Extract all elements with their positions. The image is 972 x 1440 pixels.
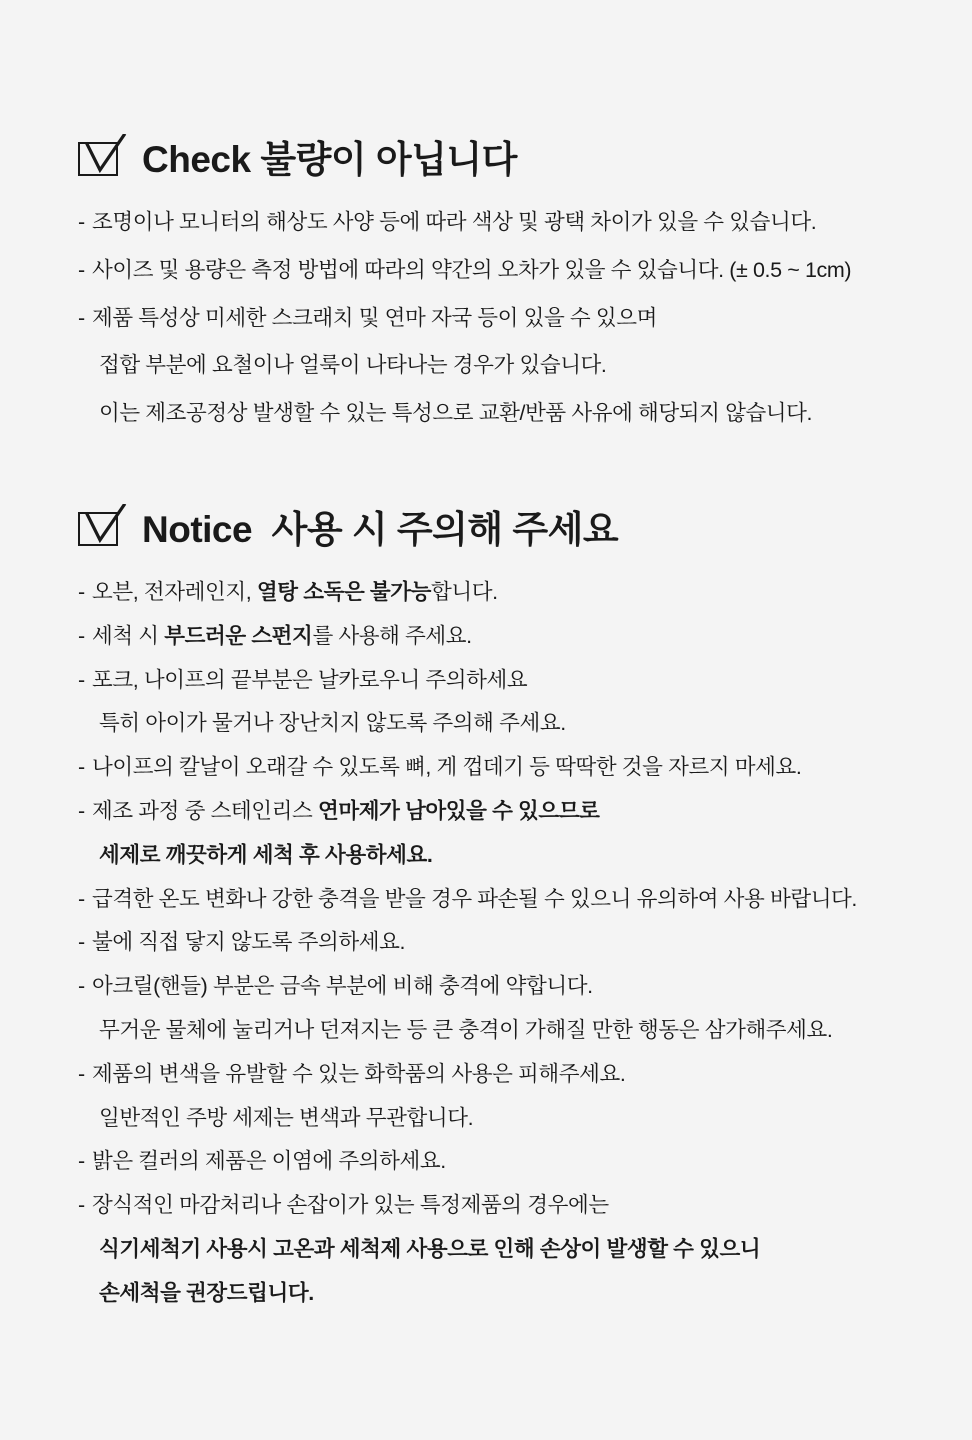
notice-text: 장식적인 마감처리나 손잡이가 있는 특정제품의 경우에는 <box>92 1193 609 1218</box>
notice-text: 제품 특성상 미세한 스크래치 및 연마 자국 등이 있을 수 있으며 <box>92 305 657 330</box>
notice-line <box>78 1235 894 1264</box>
section-check-title: Check 불량이 아닙니다 <box>142 138 517 180</box>
notice-text: 제품의 변색을 유발할 수 있는 화학품의 사용은 피해주세요. <box>92 1061 626 1086</box>
section-check-header <box>78 138 894 182</box>
notice-line <box>78 666 894 695</box>
notice-line <box>78 1016 894 1045</box>
notice-text-emphasis: 손세척을 권장드립니다. <box>99 1280 314 1305</box>
bullet-dash: - <box>78 1149 85 1174</box>
bullet-dash: - <box>78 580 85 604</box>
checkbox-check-icon <box>78 508 124 552</box>
notice-line <box>78 256 894 285</box>
notice-text: 오븐, 전자레인지, <box>92 580 257 604</box>
notice-line <box>78 1279 894 1308</box>
bullet-dash: - <box>78 623 85 648</box>
notice-line <box>78 797 894 826</box>
notice-line <box>78 1191 894 1220</box>
notice-line <box>78 208 894 237</box>
notice-line <box>78 622 894 651</box>
notice-text: 조명이나 모니터의 해상도 사양 등에 따라 색상 및 광택 차이가 있을 수 있습니다. <box>92 210 817 234</box>
bullet-dash: - <box>78 1193 85 1218</box>
bullet-dash: - <box>78 305 85 330</box>
bullet-dash: - <box>78 974 85 999</box>
bullet-dash: - <box>78 798 85 823</box>
notice-line <box>78 709 894 738</box>
notice-line <box>78 399 894 428</box>
notice-text: 급격한 온도 변화나 강한 충격을 받을 경우 파손될 수 있으니 유의하여 사용 바랍니다. <box>92 886 858 911</box>
notice-line <box>78 304 894 333</box>
section-check-lines <box>78 208 894 428</box>
notice-line <box>78 578 894 607</box>
notice-text: 를 사용해 주세요. <box>312 623 472 648</box>
notice-line <box>78 1147 894 1176</box>
notice-text: 제조 과정 중 스테인리스 <box>92 798 318 823</box>
notice-text: 나이프의 칼날이 오래갈 수 있도록 뼈, 게 껍데기 등 딱딱한 것을 자르지 마세요. <box>92 755 802 780</box>
notice-line <box>78 841 894 870</box>
bullet-dash: - <box>78 930 85 955</box>
notice-line <box>78 1104 894 1133</box>
bullet-dash: - <box>78 210 85 234</box>
notice-line <box>78 972 894 1001</box>
notice-text-emphasis: 세제로 깨끗하게 세척 후 사용하세요. <box>99 842 433 867</box>
notice-line <box>78 351 894 380</box>
notice-text-emphasis: 열탕 소독은 불가능 <box>256 580 431 604</box>
notice-text: 합니다. <box>431 580 498 604</box>
checkbox-check-icon <box>78 138 124 182</box>
section-notice-title: Notice 사용 시 주의해 주세요 <box>142 508 619 550</box>
bullet-dash: - <box>78 886 85 911</box>
notice-text: 포크, 나이프의 끝부분은 날카로우니 주의하세요 <box>92 667 528 692</box>
section-notice-header <box>78 508 894 552</box>
bullet-dash: - <box>78 755 85 780</box>
notice-line <box>78 753 894 782</box>
notice-line <box>78 928 894 957</box>
section-check <box>78 138 894 447</box>
bullet-dash: - <box>78 1061 85 1086</box>
notice-text: 아크릴(핸들) 부분은 금속 부분에 비해 충격에 약합니다. <box>92 974 593 999</box>
bullet-dash: - <box>78 257 85 282</box>
notice-text-emphasis: 연마제가 남아있을 수 있으므로 <box>318 798 600 823</box>
notice-text-emphasis: 부드러운 스펀지 <box>164 623 313 648</box>
bullet-dash: - <box>78 667 85 692</box>
notice-text: 세척 시 <box>92 623 165 648</box>
notice-text: 사이즈 및 용량은 측정 방법에 따라의 약간의 오차가 있을 수 있습니다. (± 0.5 ~ 1cm) <box>92 257 852 282</box>
notice-line <box>78 1060 894 1089</box>
notice-text-emphasis: 식기세척기 사용시 고온과 세척제 사용으로 인해 손상이 발생할 수 있으니 <box>99 1236 761 1261</box>
notice-text: 일반적인 주방 세제는 변색과 무관합니다. <box>99 1105 474 1130</box>
notice-text: 무거운 물체에 눌리거나 던져지는 등 큰 충격이 가해질 만한 행동은 삼가해주세요. <box>99 1017 833 1042</box>
notice-text: 이는 제조공정상 발생할 수 있는 특성으로 교환/반품 사유에 해당되지 않습니다. <box>99 401 813 426</box>
notice-text: 접합 부분에 요철이나 얼룩이 나타나는 경우가 있습니다. <box>99 353 607 378</box>
notice-line <box>78 885 894 914</box>
notice-text: 특히 아이가 물거나 장난치지 않도록 주의해 주세요. <box>99 711 566 736</box>
section-notice-lines <box>78 578 894 1308</box>
notice-text: 불에 직접 닿지 않도록 주의하세요. <box>92 930 406 955</box>
section-notice <box>78 508 894 1323</box>
notice-text: 밝은 컬러의 제품은 이염에 주의하세요. <box>92 1149 446 1174</box>
